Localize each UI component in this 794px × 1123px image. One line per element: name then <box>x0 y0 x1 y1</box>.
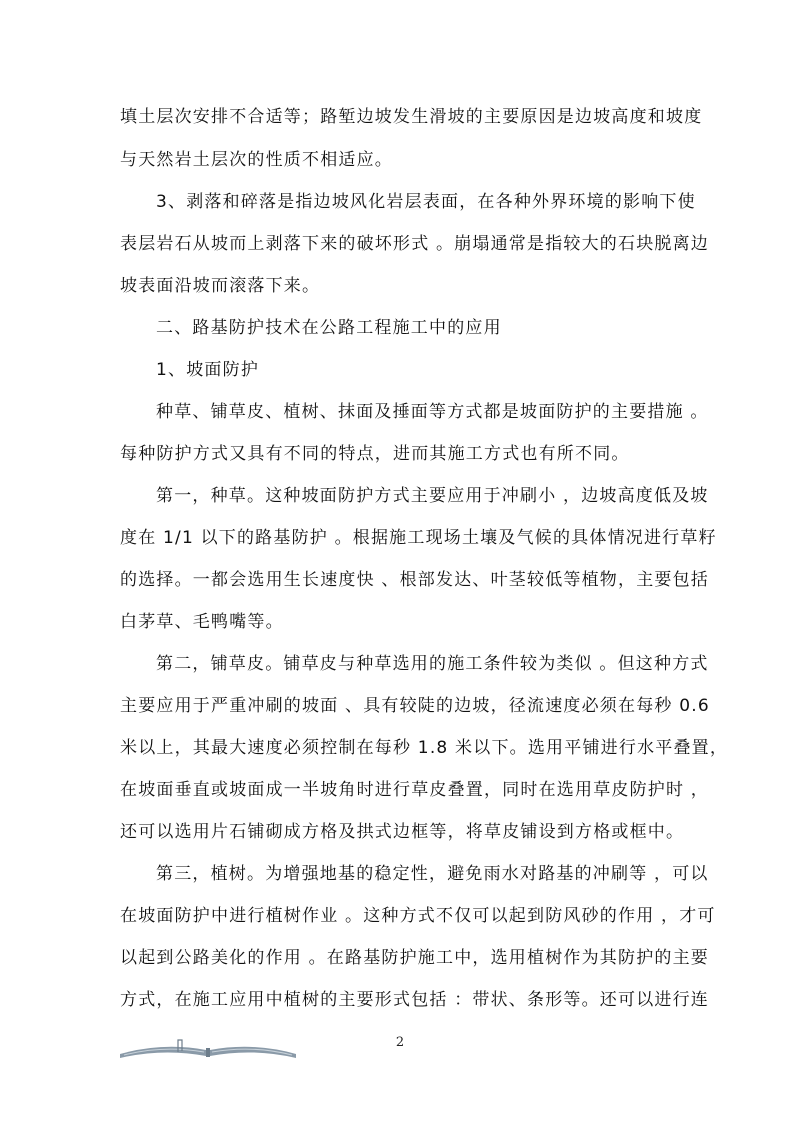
text-line: 米以上，其最大速度必须控制在每秒 1.8 米以下。选用平铺进行水平叠置， <box>120 738 729 758</box>
text-line: 在坡面垂直或坡面成一半坡角时进行草皮叠置，同时在选用草皮防护时 ， <box>120 780 710 800</box>
text-line: 白茅草、毛鸭嘴等。 <box>120 612 284 632</box>
text-line: 以起到公路美化的作用 。在路基防护施工中，选用植树作为其防护的主要 <box>120 948 710 968</box>
subsection-heading: 1、坡面防护 <box>156 360 260 380</box>
text-line: 填土层次安排不合适等；路堑边坡发生滑坡的主要原因是边坡高度和坡度 <box>120 107 703 127</box>
text-line: 第三，植树。为增强地基的稳定性，避免雨水对路基的冲刷等 ，可以 <box>156 864 709 884</box>
open-book-icon <box>118 1034 298 1060</box>
text-line: 度在 1/1 以下的路基防护 。根据施工现场土壤及气候的具体情况进行草籽 <box>120 528 717 548</box>
text-line: 每种防护方式又具有不同的特点，进而其施工方式也有所不同。 <box>120 444 630 464</box>
text-line: 主要应用于严重冲刷的坡面 、具有较陡的边坡，径流速度必须在每秒 0.6 <box>120 696 710 716</box>
text-line: 方式，在施工应用中植树的主要形式包括 ：带状、条形等。还可以进行连 <box>120 990 710 1010</box>
text-line: 在坡面防护中进行植树作业 。这种方式不仅可以起到防风砂的作用 ，才可 <box>120 906 716 926</box>
text-line: 种草、铺草皮、植树、抹面及捶面等方式都是坡面防护的主要措施 。 <box>156 402 709 422</box>
text-line: 3、剥落和碎落是指边坡风化岩层表面，在各种外界环境的影响下使 <box>156 192 696 212</box>
text-line: 表层岩石从坡而上剥落下来的破坏形式 。崩塌通常是指较大的石块脱离边 <box>120 234 710 254</box>
text-line: 与天然岩土层次的性质不相适应。 <box>120 150 393 170</box>
text-line: 还可以选用片石铺砌成方格及拱式边框等，将草皮铺设到方格或框中。 <box>120 822 685 842</box>
section-heading: 二、路基防护技术在公路工程施工中的应用 <box>156 318 502 338</box>
text-line: 第二，铺草皮。铺草皮与种草选用的施工条件较为类似 。但这种方式 <box>156 654 709 674</box>
text-line: 的选择。一都会选用生长速度快 、根部发达、叶茎较低等植物，主要包括 <box>120 570 710 590</box>
page-number: 2 <box>395 1035 405 1050</box>
text-line: 第一，种草。这种坡面防护方式主要应用于冲刷小 ，边坡高度低及坡 <box>156 486 709 506</box>
text-line: 坡表面沿坡而滚落下来。 <box>120 276 321 296</box>
